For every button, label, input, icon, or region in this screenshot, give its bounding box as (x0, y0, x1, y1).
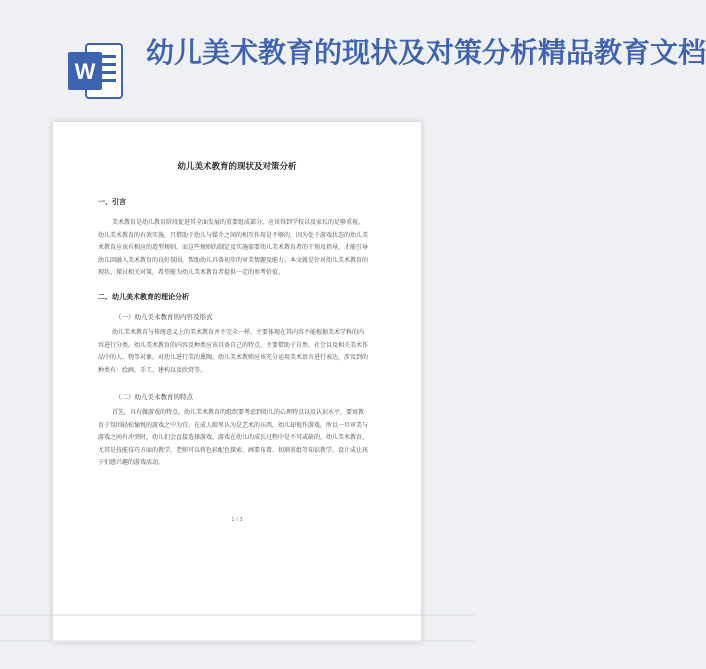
watermark-pattern (0, 600, 474, 669)
document-title: 幼儿美术教育的现状及对策分析 (177, 162, 297, 172)
features-paragraph: 首先，具有做游戏的特点。幼儿美术教育的组织要考虑到幼儿的心理特点以及认识水平，要寓教育于氛围轻松愉悦的游戏之中为宜。在成人眼里认为是艺术的东西，幼儿却视作游戏，所以一旦审美与游戏之间有冲突时，幼儿们会直接选择游戏，游戏在幼儿的成长过程中是不可或缺的。幼儿美术教育，尤其是技能技巧方面的教学，老师可以将色彩配色探索、画要布置、切割重组等知识教学，设计成让孩子们感兴趣的游戏活动。 (98, 409, 369, 466)
header-banner (0, 0, 706, 140)
banner-title: 幼儿美术教育的现状及对策分析精品教育文档 (146, 36, 706, 69)
word-document-icon (64, 40, 126, 102)
section-heading-intro: 一、引言 (98, 198, 126, 206)
document-page (53, 122, 421, 642)
section-heading-theory: 二、幼儿美术教育的理论分析 (98, 293, 189, 301)
subsection-heading-features: （二）幼儿美术教育的特点 (115, 393, 193, 401)
intro-paragraph: 美术教育是幼儿教育阶段促进其全面发展的重要组成部分，应该得到学校以及家长的足够重视。幼儿美术教育的有效实施，只借助于幼儿与媒介之间的相互作用是不够的，因为处于游戏状态的幼儿美术教育应该有相应的造型规则，而这些规则的制定及实施需要幼儿美术教育者的干预及指导，才能引导幼儿回融入美术教育的良好氛围，帮助幼儿具备初步的审美情趣及能力。本文就是针对幼儿美术教育的现状、探讨相关对策，希望能为幼儿美术教育者提供一定的参考价值。 (98, 219, 369, 276)
svg-text:W: W (74, 59, 96, 84)
content-paragraph: 幼儿美术教育与传统意义上的美术教育并不完全一样，主要体现在其内容不能根据美术学科的内容进行分类。幼儿美术教育的内容及种类应该具备自己的特点，主要借助于自然、社会以及相关美术作品中的人、物等对象，对幼儿进行美的熏陶。幼儿美术教师应该充分运用美术语言进行表达，涉及到的种类有：绘画、手工、建构以及欣赏等。 (98, 329, 369, 374)
page-number: 1 / 3 (231, 517, 243, 523)
subsection-heading-content: （一）幼儿美术教育的内容及形式 (115, 313, 213, 321)
